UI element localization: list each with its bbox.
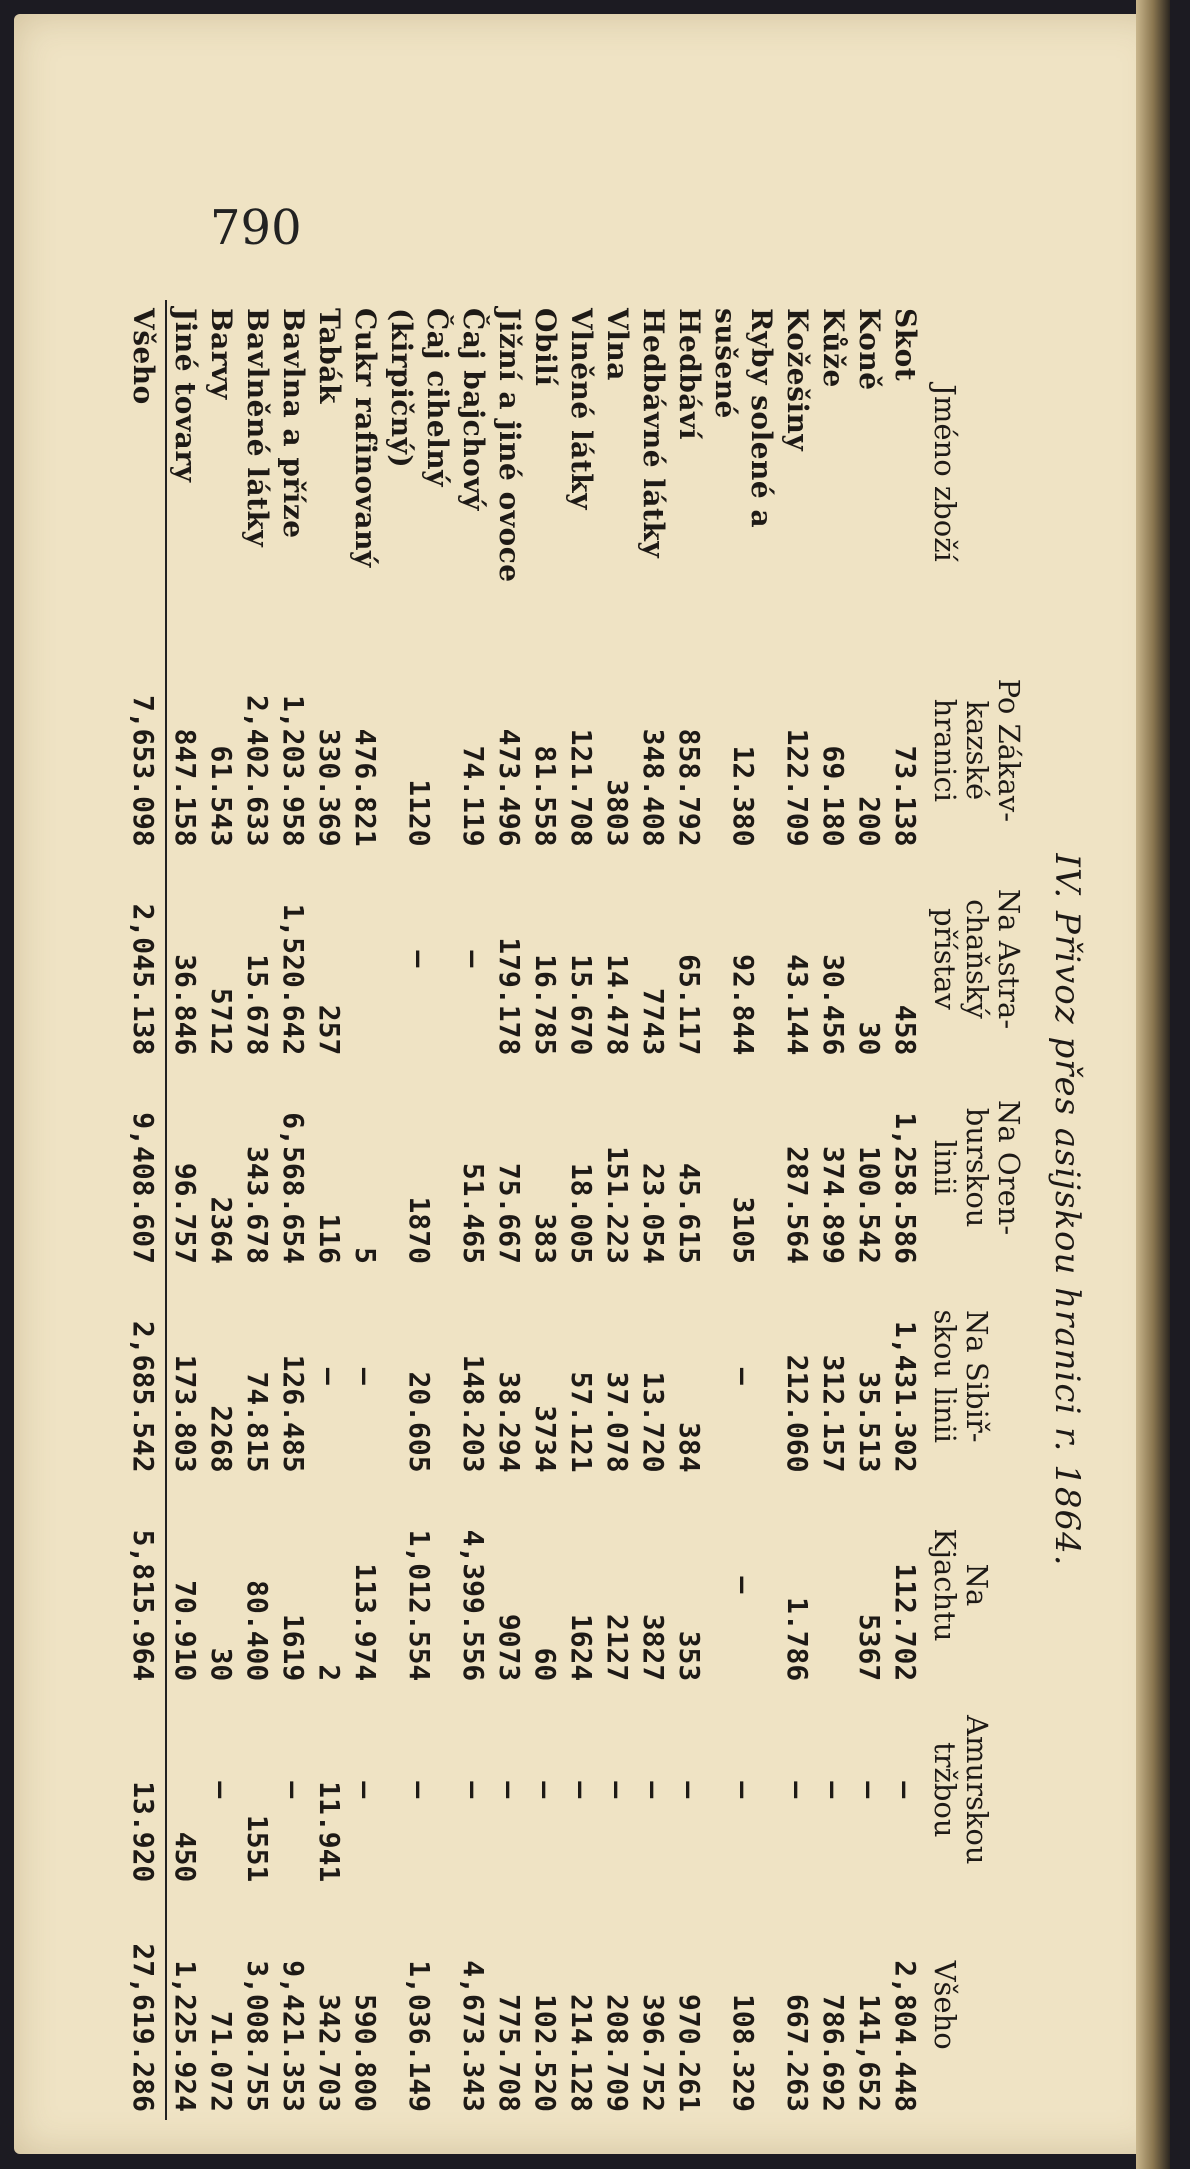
table-cell: 287.564 bbox=[781, 1145, 814, 1264]
total-cell: 5,815.964 bbox=[125, 1481, 166, 1690]
table-title: IV. Přivoz přes asijskou hranici r. 1864. bbox=[1047, 853, 1087, 1567]
table-cell bbox=[347, 855, 383, 1064]
table-cell: 81.558 bbox=[529, 745, 562, 847]
table-cell: 330.369 bbox=[313, 728, 346, 847]
table-cell: 3803 bbox=[601, 779, 634, 847]
table-cell: 257 bbox=[313, 1004, 346, 1056]
table-cell: 80.400 bbox=[241, 1580, 274, 1682]
table-cell: 1.786 bbox=[781, 1596, 814, 1682]
table-cell: 342.703 bbox=[313, 1993, 346, 2112]
table-cell: 1120 bbox=[403, 779, 436, 847]
table-cell: 37.078 bbox=[601, 1371, 634, 1473]
row-label: Jižní a jiné ovoce bbox=[493, 308, 526, 583]
table-cell: 60 bbox=[529, 1647, 562, 1682]
table-row bbox=[275, 300, 311, 2120]
table-cell: 74.815 bbox=[241, 1371, 274, 1473]
import-table bbox=[125, 300, 1025, 2120]
table-cell: 458 bbox=[889, 1004, 922, 1056]
table-cell: 667.263 bbox=[781, 1993, 814, 2112]
column-header: Na Astra- chaňský přístav bbox=[928, 888, 1026, 1030]
table-cell: 7743 bbox=[637, 987, 670, 1056]
table-cell: 786.692 bbox=[817, 1993, 850, 2112]
table-cell: 450 bbox=[169, 1831, 202, 1883]
table-cell: 113.974 bbox=[349, 1563, 382, 1682]
table-cell: 775.708 bbox=[493, 1993, 526, 2112]
table-cell: 348.408 bbox=[637, 728, 670, 847]
table-cell: 353 bbox=[673, 1630, 706, 1682]
table-cell bbox=[815, 1481, 851, 1690]
table-cell: 71.072 bbox=[205, 2010, 238, 2112]
table-row bbox=[887, 300, 923, 2120]
row-label: Jiné tovary bbox=[169, 308, 202, 483]
column-header: Na Sibiř- skou linii bbox=[928, 1309, 994, 1444]
table-cell: — bbox=[673, 1781, 706, 1799]
total-cell: 13.920 bbox=[125, 1689, 166, 1890]
table-cell: 1870 bbox=[403, 1196, 436, 1264]
table-cell: 45.615 bbox=[673, 1162, 706, 1264]
table-cell: 30 bbox=[853, 1021, 886, 1056]
table-cell: 96.757 bbox=[169, 1162, 202, 1264]
table-cell: 14.478 bbox=[601, 954, 634, 1056]
table-cell: 70.910 bbox=[169, 1580, 202, 1682]
table-row bbox=[166, 300, 203, 2120]
page-number: 790 bbox=[210, 200, 302, 256]
row-label: Koně bbox=[853, 308, 886, 391]
book-spine bbox=[1136, 0, 1170, 2169]
table-cell: 151.223 bbox=[601, 1145, 634, 1264]
table-cell: — bbox=[727, 1576, 760, 1594]
table-cell: 73.138 bbox=[889, 745, 922, 847]
table-cell: 2,804.448 bbox=[889, 1960, 922, 2112]
table-cell: 970.261 bbox=[673, 1993, 706, 2112]
table-cell: — bbox=[277, 1781, 310, 1799]
table-cell: — bbox=[727, 1367, 760, 1385]
table-cell: 343.678 bbox=[241, 1145, 274, 1264]
table-cell: 312.157 bbox=[817, 1354, 850, 1473]
table-cell: 36.846 bbox=[169, 954, 202, 1056]
column-header: Po Zákav- kazské hranici bbox=[928, 678, 1026, 823]
table-row bbox=[779, 300, 815, 2120]
table-cell: 9,421.353 bbox=[277, 1960, 310, 2112]
table-row bbox=[239, 300, 275, 2120]
table-row bbox=[203, 300, 239, 2120]
table-cell: 102.520 bbox=[529, 1993, 562, 2112]
table-cell: 1,036.149 bbox=[403, 1960, 436, 2112]
total-label: Všeho bbox=[125, 300, 166, 646]
table-cell: 4,673.343 bbox=[457, 1960, 490, 2112]
table-cell: 5367 bbox=[853, 1613, 886, 1682]
table-row bbox=[383, 300, 455, 2120]
table-cell: 2 bbox=[313, 1664, 346, 1682]
total-row bbox=[125, 300, 166, 2120]
table-row bbox=[455, 300, 491, 2120]
total-cell: 9,408.607 bbox=[125, 1063, 166, 1272]
row-label: Hedbáví bbox=[673, 308, 706, 440]
table-cell: 148.203 bbox=[457, 1354, 490, 1473]
table-cell: 473.496 bbox=[493, 728, 526, 847]
table-cell: — bbox=[529, 1781, 562, 1799]
table-cell: 122.709 bbox=[781, 728, 814, 847]
row-label: Čaj cihelný (kirpičný) bbox=[385, 308, 454, 487]
table-cell: — bbox=[781, 1781, 814, 1799]
table-cell: 43.144 bbox=[781, 954, 814, 1056]
table-cell: 1619 bbox=[277, 1613, 310, 1682]
column-header: Na Oren- burskou linii bbox=[928, 1100, 1026, 1236]
header-row bbox=[923, 300, 1025, 2120]
table-cell: 384 bbox=[673, 1422, 706, 1473]
table-cell: 6,568.654 bbox=[277, 1112, 310, 1264]
table-row bbox=[707, 300, 779, 2120]
row-label: Kožešiny bbox=[781, 308, 814, 452]
row-label: Barvy bbox=[205, 308, 238, 400]
column-header: Na Kjachtu bbox=[928, 1528, 994, 1642]
table-cell: 1551 bbox=[241, 1814, 274, 1883]
table-cell: 30 bbox=[205, 1647, 238, 1682]
table-cell: 4,399.556 bbox=[457, 1529, 490, 1682]
table-body bbox=[125, 300, 923, 2120]
table-cell: 374.899 bbox=[817, 1145, 850, 1264]
row-label: Kůže bbox=[817, 308, 850, 388]
column-header-name: Jméno zboží bbox=[928, 384, 962, 562]
row-label: Tabák bbox=[313, 308, 346, 404]
row-label: Bavlněné látky bbox=[241, 308, 274, 548]
table-cell: 2268 bbox=[205, 1405, 238, 1473]
table-cell: 121.708 bbox=[565, 728, 598, 847]
table-cell: 476.821 bbox=[349, 728, 382, 847]
table-cell: 38.294 bbox=[493, 1371, 526, 1473]
table-cell: 2,402.633 bbox=[241, 694, 274, 847]
table-cell: 75.667 bbox=[493, 1162, 526, 1264]
row-label: Cukr rafinovaný bbox=[349, 308, 382, 568]
table-cell: — bbox=[349, 1781, 382, 1799]
table-cell: 15.678 bbox=[241, 954, 274, 1056]
total-cell: 27,619.286 bbox=[125, 1890, 166, 2120]
row-label: Vlna bbox=[601, 308, 634, 381]
table-cell: 1,520.642 bbox=[277, 903, 310, 1056]
table-cell: 5712 bbox=[205, 987, 238, 1056]
table-cell: 590.800 bbox=[349, 1993, 382, 2112]
table-cell: 847.158 bbox=[169, 728, 202, 847]
table-cell: 214.128 bbox=[565, 1993, 598, 2112]
table-cell: 61.543 bbox=[205, 745, 238, 847]
table-cell: 2127 bbox=[601, 1613, 634, 1682]
table-cell: — bbox=[313, 1367, 346, 1385]
table-cell: 23.054 bbox=[637, 1162, 670, 1264]
table-cell: 5 bbox=[349, 1247, 382, 1264]
table-cell: 396.752 bbox=[637, 1993, 670, 2112]
table-cell: 3,008.755 bbox=[241, 1960, 274, 2112]
row-label: Hedbávné látky bbox=[637, 308, 670, 559]
table-cell: 200 bbox=[853, 796, 886, 847]
table-cell: 9073 bbox=[493, 1613, 526, 1682]
table-cell: 212.060 bbox=[781, 1354, 814, 1473]
table-row bbox=[563, 300, 599, 2120]
table-cell: 858.792 bbox=[673, 728, 706, 847]
table-cell: 173.803 bbox=[169, 1354, 202, 1473]
table-cell: 1,203.958 bbox=[277, 694, 310, 847]
table-cell: — bbox=[565, 1781, 598, 1799]
row-label: Obilí bbox=[529, 308, 562, 387]
table-cell: 92.844 bbox=[727, 954, 760, 1056]
row-label: Vlněné látky bbox=[565, 308, 598, 510]
table-cell: 1,431.302 bbox=[889, 1320, 922, 1473]
table-cell: 108.329 bbox=[727, 1993, 760, 2112]
table-row bbox=[851, 300, 887, 2120]
table-cell: 1624 bbox=[565, 1613, 598, 1682]
table-cell: 57.121 bbox=[565, 1371, 598, 1473]
table-cell: — bbox=[637, 1781, 670, 1799]
table-cell: 3827 bbox=[637, 1613, 670, 1682]
table-cell: 69.180 bbox=[817, 745, 850, 847]
table-cell: 2364 bbox=[205, 1196, 238, 1264]
table-row bbox=[491, 300, 527, 2120]
table-cell: — bbox=[493, 1781, 526, 1799]
table-cell: 1,258.586 bbox=[889, 1112, 922, 1264]
table-cell: — bbox=[889, 1781, 922, 1799]
column-header: Amurskou tržbou bbox=[928, 1715, 994, 1865]
table-row bbox=[311, 300, 347, 2120]
table-cell: — bbox=[457, 950, 490, 968]
table-cell: 383 bbox=[529, 1213, 562, 1264]
table-cell: — bbox=[349, 1367, 382, 1385]
total-cell: 7,653.098 bbox=[125, 646, 166, 855]
table-row bbox=[671, 300, 707, 2120]
total-cell: 2,045.138 bbox=[125, 855, 166, 1064]
table-cell: 1,012.554 bbox=[403, 1529, 436, 1682]
table-row bbox=[527, 300, 563, 2120]
table-cell: 35.513 bbox=[853, 1371, 886, 1473]
table-cell: 11.941 bbox=[313, 1781, 346, 1883]
table-cell: — bbox=[727, 1781, 760, 1799]
table-cell: 51.465 bbox=[457, 1162, 490, 1264]
row-label: Bavlna a příze bbox=[277, 308, 310, 539]
table-cell: 20.605 bbox=[403, 1371, 436, 1473]
table-cell: 116 bbox=[313, 1213, 346, 1264]
table-cell: — bbox=[403, 950, 436, 968]
table-cell: 179.178 bbox=[493, 937, 526, 1056]
table-cell: 3105 bbox=[727, 1196, 760, 1264]
table-cell: — bbox=[205, 1781, 238, 1799]
table-cell: — bbox=[457, 1781, 490, 1799]
table-cell: 18.005 bbox=[565, 1162, 598, 1264]
row-label: Ryby solené a sušené bbox=[709, 308, 778, 529]
table-cell: — bbox=[817, 1781, 850, 1799]
row-label: Čaj bajchový bbox=[457, 308, 490, 511]
table-row bbox=[635, 300, 671, 2120]
table-cell: 208.709 bbox=[601, 1993, 634, 2112]
table-row bbox=[815, 300, 851, 2120]
table-cell: — bbox=[601, 1781, 634, 1799]
table-cell: 141,652 bbox=[853, 1993, 886, 2112]
table-cell: 30.456 bbox=[817, 954, 850, 1056]
table-cell: — bbox=[853, 1781, 886, 1799]
table-row bbox=[347, 300, 383, 2120]
table-cell: 74.119 bbox=[457, 745, 490, 847]
table-cell: — bbox=[403, 1781, 436, 1799]
table-cell: 65.117 bbox=[673, 954, 706, 1056]
table-cell: 13.720 bbox=[637, 1371, 670, 1473]
table-cell: 126.485 bbox=[277, 1354, 310, 1473]
total-cell: 2,685.542 bbox=[125, 1272, 166, 1481]
row-label: Skot bbox=[889, 308, 922, 382]
table-cell: 100.542 bbox=[853, 1145, 886, 1264]
table-row bbox=[599, 300, 635, 2120]
table-cell: 12.380 bbox=[727, 745, 760, 847]
table-cell: 16.785 bbox=[529, 954, 562, 1056]
rotated-table-block bbox=[127, 300, 1135, 2120]
table-cell: 112.702 bbox=[889, 1563, 922, 1682]
table-cell: 1,225.924 bbox=[169, 1960, 202, 2112]
table-cell: 3734 bbox=[529, 1405, 562, 1473]
table-cell: 15.670 bbox=[565, 954, 598, 1056]
column-header: Všeho bbox=[928, 1960, 962, 2050]
